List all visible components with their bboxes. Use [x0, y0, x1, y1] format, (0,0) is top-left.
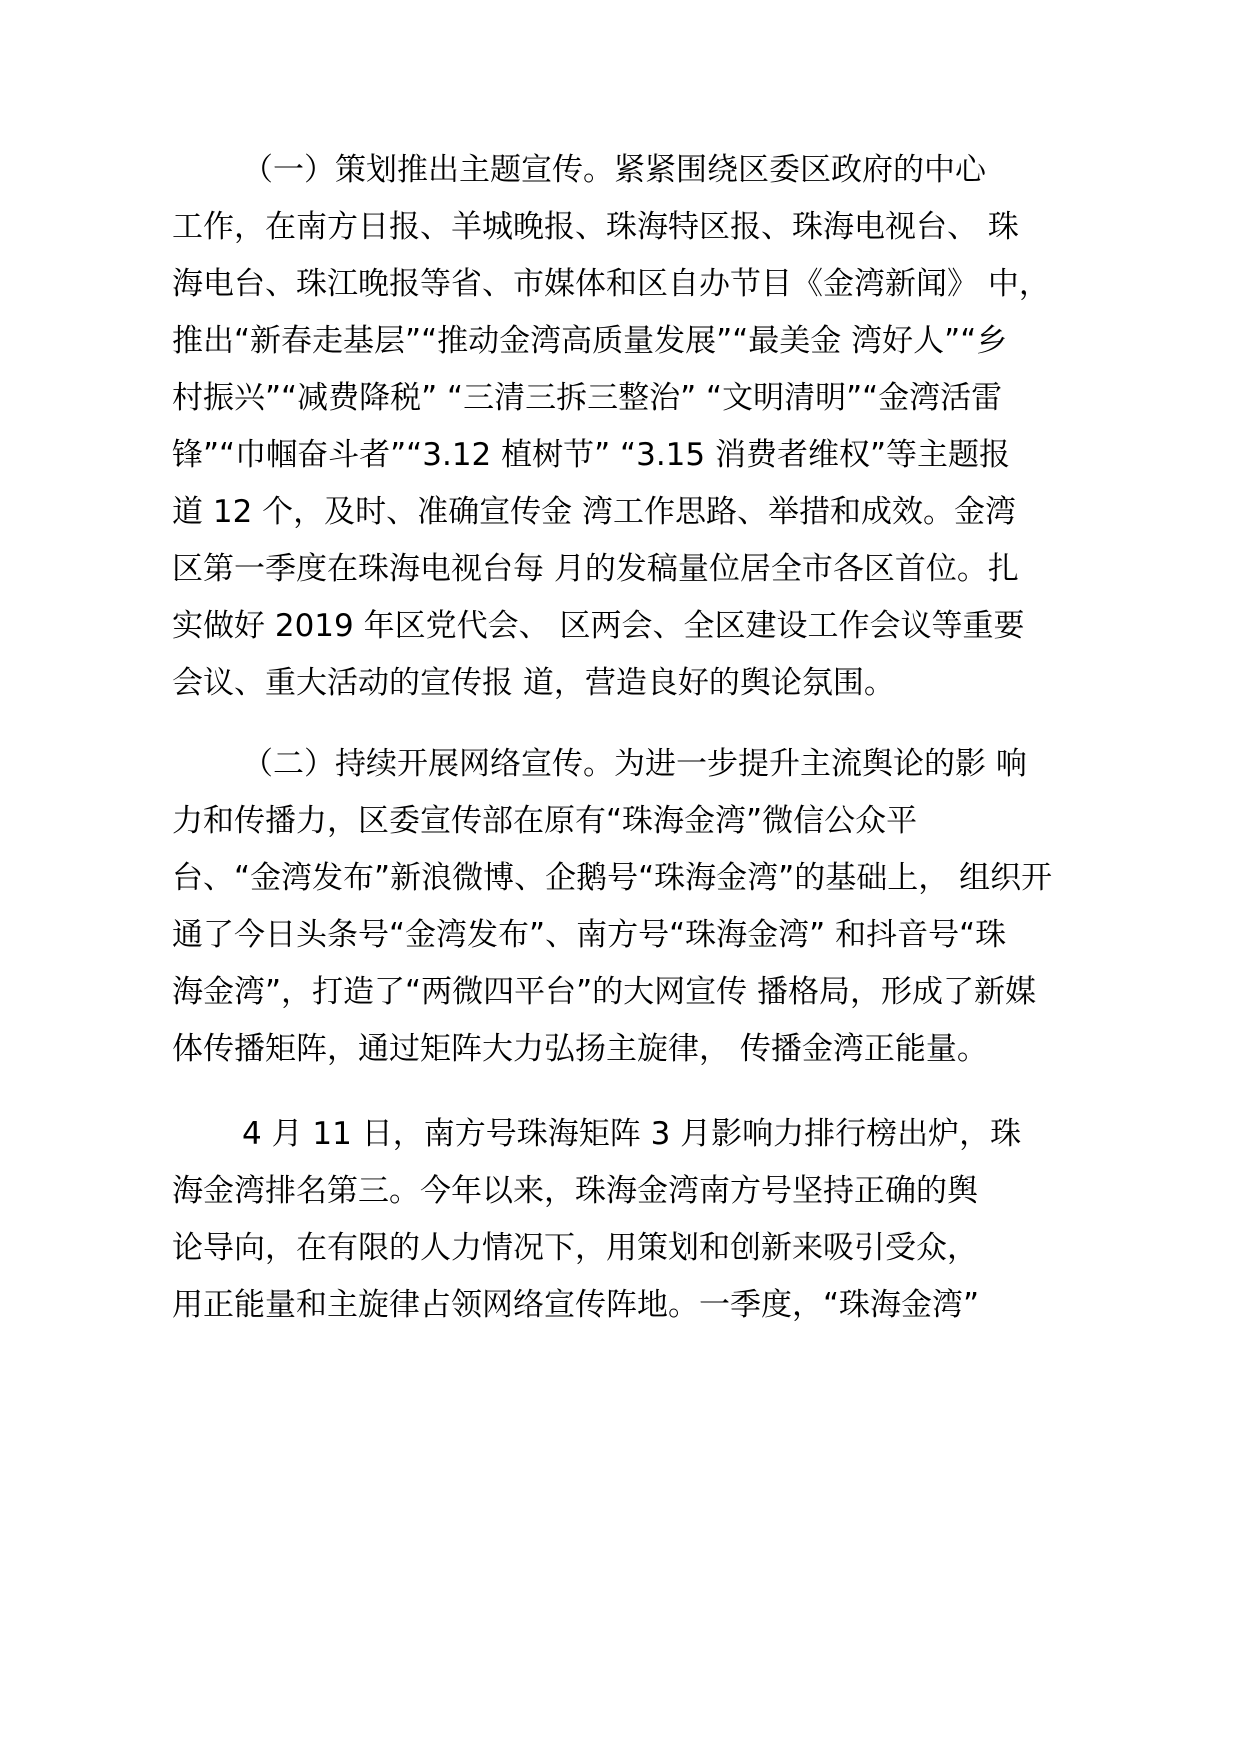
text-line: 会议、重大活动的宣传报 道，营造良好的舆论氛围。 — [172, 665, 895, 701]
text-line: 实做好 2019 年区党代会、 区两会、全区建设工作会议等重要 — [172, 608, 1025, 644]
text-line: 海金湾”，打造了“两微四平台”的大网宣传 播格局，形成了新媒 — [172, 974, 1037, 1010]
text-line: （二）持续开展网络宣传。为进一步提升主流舆论的影 响 — [242, 746, 1027, 782]
paragraph-theme-publicity — [172, 142, 1092, 712]
text-line: 台、“金湾发布”新浪微博、企鹅号“珠海金湾”的基础上， 组织开 — [172, 860, 1053, 896]
text-line: （一）策划推出主题宣传。紧紧围绕区委区政府的中心 — [242, 152, 986, 188]
text-line: 区第一季度在珠海电视台每 月的发稿量位居全市各区首位。扎 — [172, 551, 1019, 587]
text-line: 论导向，在有限的人力情况下，用策划和创新来吸引受众， — [172, 1230, 978, 1266]
text-line: 体传播矩阵，通过矩阵大力弘扬主旋律， 传播金湾正能量。 — [172, 1031, 988, 1067]
text-line: 道 12 个，及时、准确宣传金 湾工作思路、举措和成效。金湾 — [172, 494, 1017, 530]
text-line: 锋”“巾帼奋斗者”“3.12 植树节” “3.15 消费者维权”等主题报 — [172, 437, 1011, 473]
text-line: 力和传播力，区委宣传部在原有“珠海金湾”微信公众平 — [172, 803, 918, 839]
text-line: 海电台、珠江晚报等省、市媒体和区自办节目《金湾新闻》 中， — [172, 266, 1050, 302]
text-line: 村振兴”“减费降税” “三清三拆三整治” “文明清明”“金湾活雷 — [172, 380, 1003, 416]
text-line: 海金湾排名第三。今年以来，珠海金湾南方号坚持正确的舆 — [172, 1173, 978, 1209]
paragraph-network-publicity — [172, 736, 1092, 1078]
paragraph-ranking — [172, 1106, 1092, 1334]
text-line: 工作，在南方日报、羊城晚报、珠海特区报、珠海电视台、 珠 — [172, 209, 1019, 245]
text-line: 4 月 11 日，南方号珠海矩阵 3 月影响力排行榜出炉，珠 — [242, 1116, 1022, 1152]
text-line: 推出“新春走基层”“推动金湾高质量发展”“最美金 湾好人”“乡 — [172, 323, 1008, 359]
text-line: 通了今日头条号“金湾发布”、南方号“珠海金湾” 和抖音号“珠 — [172, 917, 1007, 953]
text-line: 用正能量和主旋律占领网络宣传阵地。一季度，“珠海金湾” — [172, 1287, 980, 1323]
